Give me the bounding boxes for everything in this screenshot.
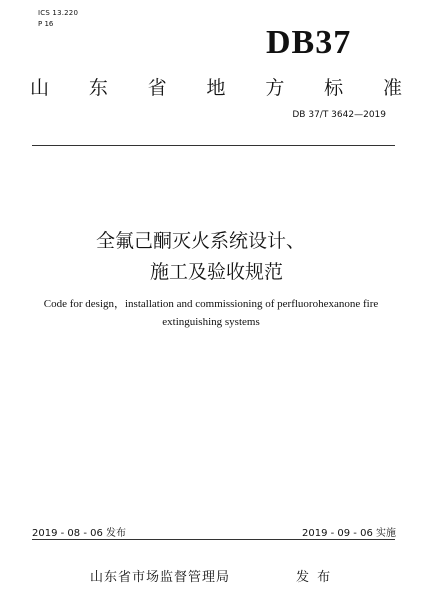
issue-action: 发 布 bbox=[296, 570, 333, 585]
standard-type-char: 东 bbox=[88, 77, 108, 99]
divider-top bbox=[32, 145, 395, 146]
title-cn-line2: 施工及验收规范 bbox=[150, 261, 284, 283]
standard-type-char: 地 bbox=[206, 77, 226, 99]
standard-code: DB37 bbox=[266, 24, 352, 61]
standard-type-char: 山 bbox=[30, 77, 50, 99]
standard-number: DB 37/T 3642—2019 bbox=[292, 110, 386, 120]
standard-type bbox=[30, 73, 402, 100]
publish-date: 2019 - 08 - 06 发布 bbox=[32, 528, 127, 539]
title-en: Code for design，installation and commissioning of perfluorohexanone fire extinguishing systems bbox=[43, 298, 379, 328]
divider-bottom bbox=[32, 539, 395, 540]
ics-code: ICS 13.220 bbox=[38, 9, 79, 17]
standard-type-char: 标 bbox=[324, 77, 344, 99]
title-cn-line1: 全氟己酮灭火系统设计、 bbox=[96, 230, 306, 252]
standard-type-char: 方 bbox=[265, 77, 285, 99]
standard-type-char: 准 bbox=[382, 77, 402, 99]
issuer-name: 山东省市场监督管理局 bbox=[90, 570, 231, 585]
implement-date: 2019 - 09 - 06 实施 bbox=[301, 528, 396, 539]
ccs-code: P 16 bbox=[38, 20, 54, 28]
standard-type-char: 省 bbox=[147, 77, 167, 99]
